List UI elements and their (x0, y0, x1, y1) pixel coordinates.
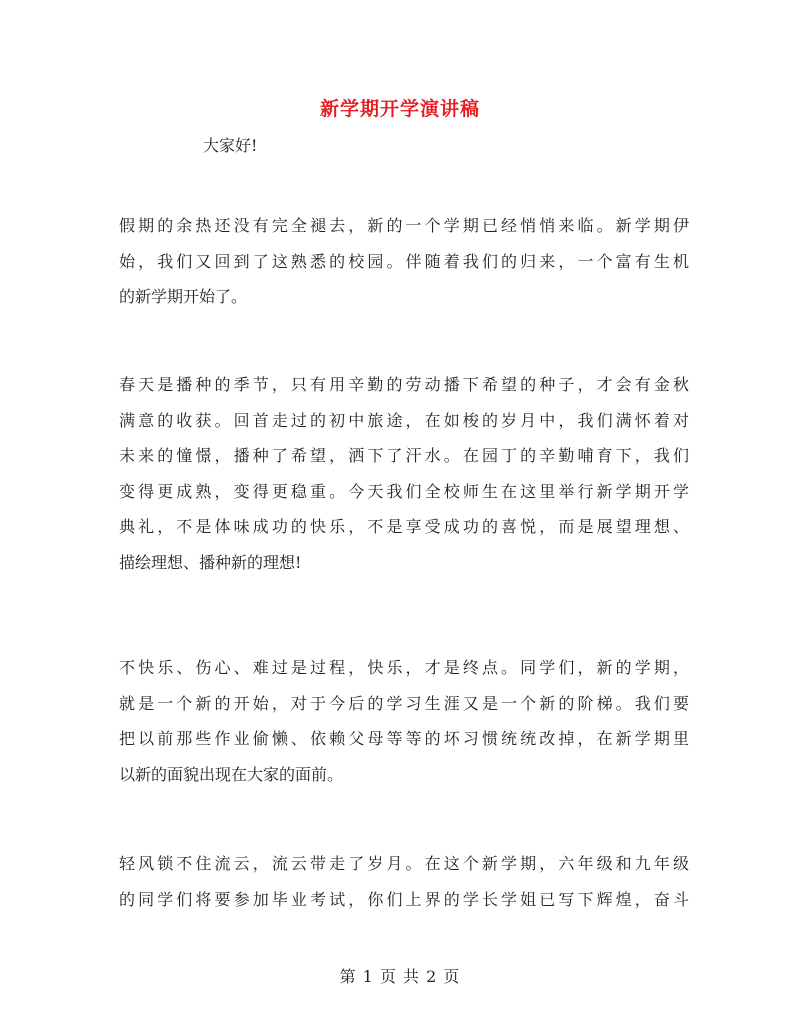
paragraph-line: 不快乐、伤心、难过是过程，快乐，才是终点。同学们，新的学期， (119, 658, 689, 677)
paragraph-line: 以新的面貌出现在大家的面前。 (119, 764, 344, 784)
paragraph-line: 描绘理想、播种新的理想! (119, 552, 302, 572)
paragraph-line: 就是一个新的开始，对于今后的学习生涯又是一个新的阶梯。我们要 (119, 693, 689, 713)
paragraph-line: 典礼，不是体味成功的快乐，不是享受成功的喜悦，而是展望理想、 (119, 517, 689, 536)
paragraph-line: 假期的余热还没有完全褪去，新的一个学期已经悄悄来临。新学期伊 (119, 216, 689, 235)
paragraph-line: 的同学们将要参加毕业考试，你们上界的学长学姐已写下辉煌，奋斗 (119, 889, 689, 909)
paragraph-line: 把以前那些作业偷懒、依赖父母等等的坏习惯统统改掉，在新学期里 (119, 729, 689, 748)
paragraph-line: 的新学期开始了。 (119, 287, 248, 306)
paragraph-line: 未来的憧憬，播种了希望，洒下了汗水。在园丁的辛勤哺育下，我们 (119, 446, 689, 465)
paragraph-line: 变得更成熟，变得更稳重。今天我们全校师生在这里举行新学期开学 (119, 481, 689, 501)
paragraph-4 (119, 846, 689, 917)
paragraph-line: 满意的收获。回首走过的初中旅途，在如梭的岁月中，我们满怀着对 (119, 410, 689, 430)
paragraph-line: 始，我们又回到了这熟悉的校园。伴随着我们的归来，一个富有生机 (119, 251, 689, 271)
paragraph-2 (119, 367, 689, 580)
page-footer: 第 1 页 共 2 页 (339, 967, 461, 986)
paragraph-line: 春天是播种的季节，只有用辛勤的劳动播下希望的种子，才会有金秋 (119, 375, 689, 394)
paragraph-1 (119, 208, 689, 315)
document-title: 新学期开学演讲稿 (319, 98, 480, 120)
paragraph-line: 轻风锁不住流云，流云带走了岁月。在这个新学期，六年级和九年级 (119, 854, 689, 873)
paragraph-3 (119, 650, 689, 792)
greeting-text: 大家好! (203, 136, 258, 155)
